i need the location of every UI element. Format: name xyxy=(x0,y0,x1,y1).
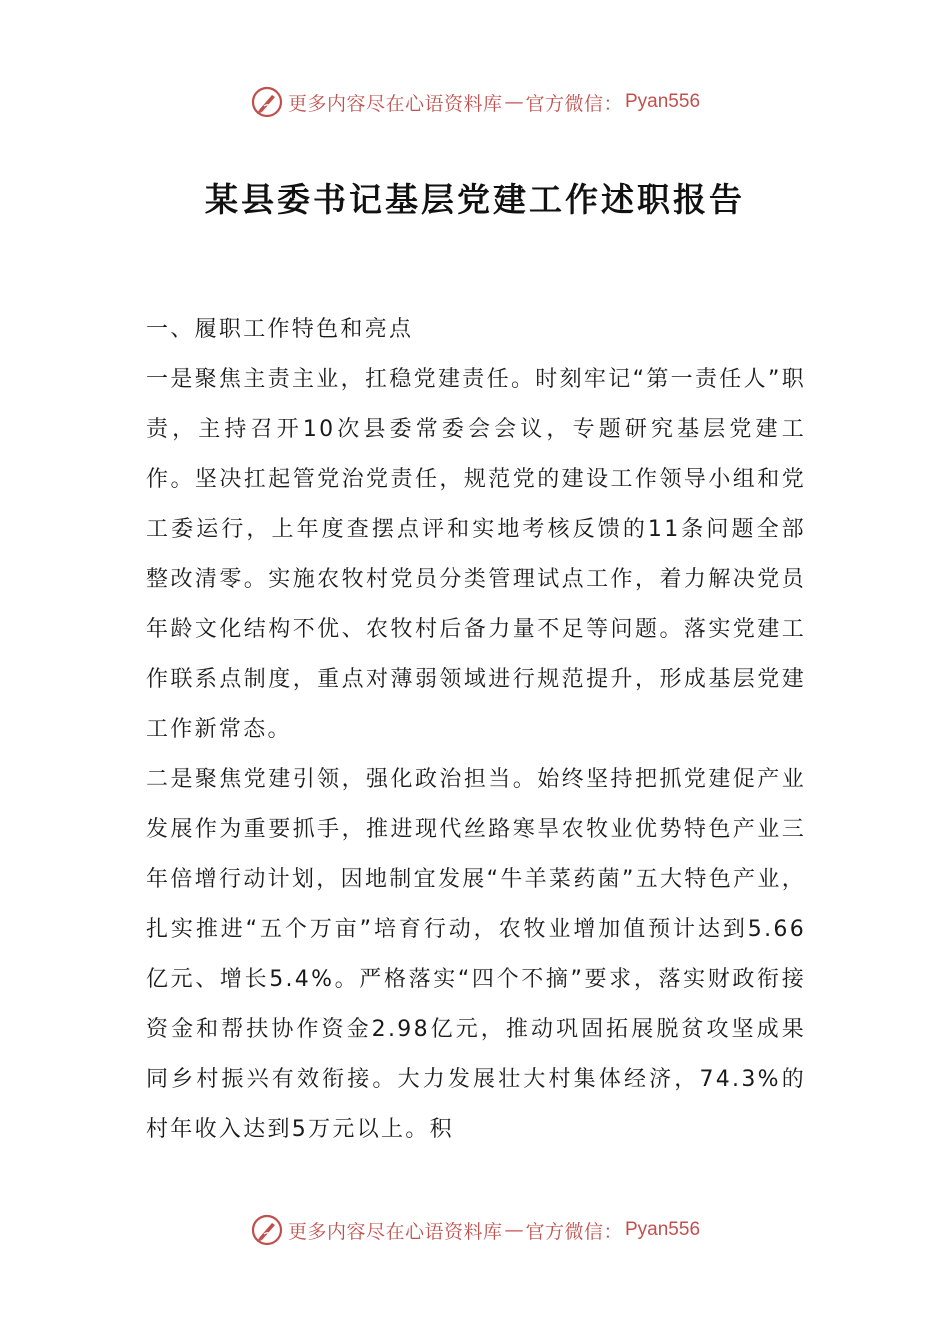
document-title: 某县委书记基层党建工作述职报告 xyxy=(205,180,745,219)
watermark-separator: — xyxy=(504,91,524,113)
watermark-separator: — xyxy=(504,1219,524,1241)
pen-circle-icon xyxy=(250,1213,284,1247)
watermark-banner-top xyxy=(0,82,950,122)
paragraph: 一是聚焦主责主业，扛稳党建责任。时刻牢记“第一责任人”职责，主持召开10次县委常委会会议，专题研究基层党建工作。坚决扛起管党治党责任，规范党的建设工作领导小组和党工委运行，上年度查摆点评和实地考核反馈的11条问题全部整改清零。实施农牧村党员分类管理试点工作，着力解决党员年龄文化结构不优、农牧村后备力量不足等问题。落实党建工作联系点制度，重点对薄弱领域进行规范提升，形成基层党建工作新常态。 xyxy=(146,367,806,742)
watermark-banner-bottom xyxy=(0,1210,950,1250)
paragraph: 二是聚焦党建引领，强化政治担当。始终坚持把抓党建促产业发展作为重要抓手，推进现代丝路寒旱农牧业优势特色产业三年倍增行动计划，因地制宜发展“牛羊菜药菌”五大特色产业，扎实推进“五个万亩”培育行动，农牧业增加值预计达到5.66亿元、增长5.4%。严格落实“四个不摘”要求，落实财政衔接资金和帮扶协作资金2.98亿元，推动巩固拓展脱贫攻坚成果同乡村振兴有效衔接。大力发展壮大村集体经济，74.3%的村年收入达到5万元以上。积 xyxy=(146,767,806,1142)
watermark-brand: 更多内容尽在心语资料库 xyxy=(287,1220,503,1243)
watermark-brand: 更多内容尽在心语资料库 xyxy=(287,92,503,115)
watermark-wechat-label: 官方微信： xyxy=(525,1220,623,1243)
watermark-wechat-label: 官方微信： xyxy=(525,92,623,115)
watermark-wechat-id: Pyan556 xyxy=(625,1219,701,1240)
pen-circle-icon xyxy=(250,85,284,119)
watermark-wechat-id: Pyan556 xyxy=(625,91,701,112)
document-body xyxy=(146,305,806,1155)
section-heading: 一、履职工作特色和亮点 xyxy=(146,317,414,342)
